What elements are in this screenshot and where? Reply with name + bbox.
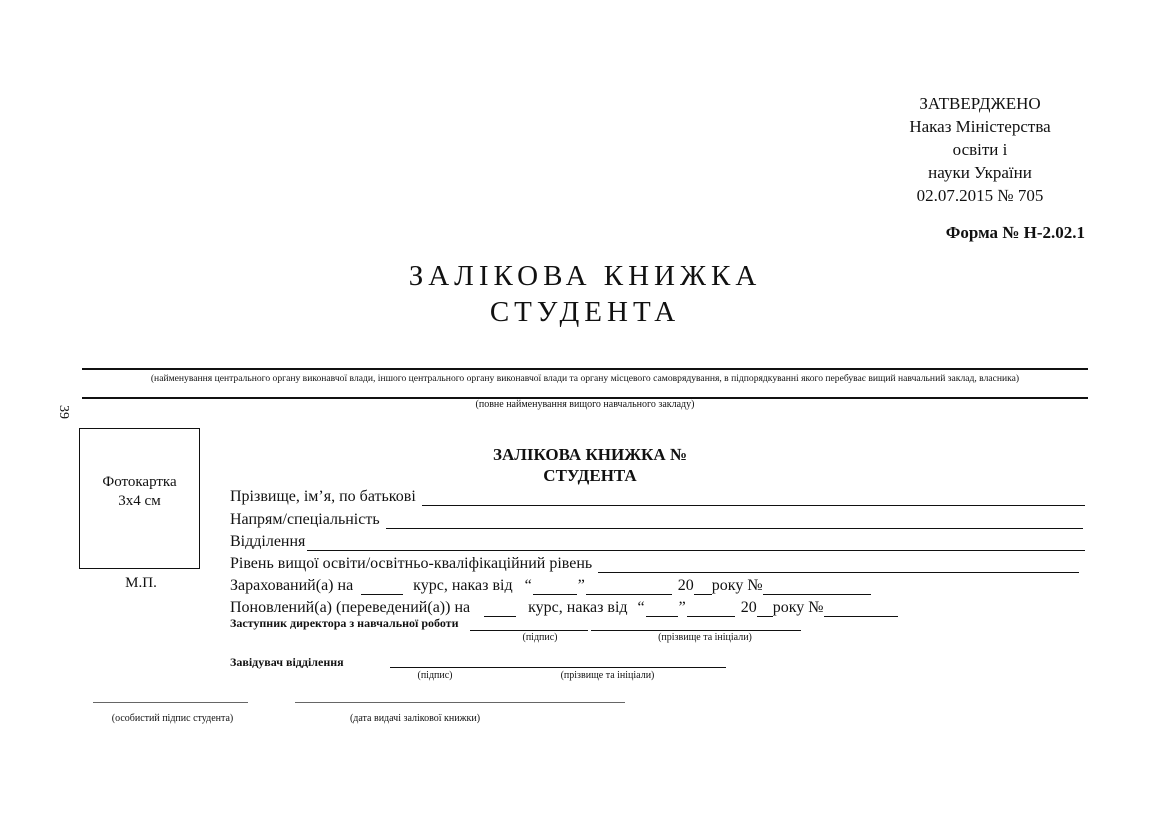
- deputy-name-caption: (прізвище та ініціали): [658, 632, 752, 643]
- approval-line: науки України: [928, 163, 1032, 182]
- specialty-field[interactable]: [386, 512, 1083, 529]
- renewed-year-prefix: 20: [740, 599, 757, 616]
- deputy-signature-line[interactable]: [470, 630, 588, 631]
- full-name-field[interactable]: [422, 489, 1085, 506]
- enrolled-row: [230, 573, 871, 595]
- issue-date-line[interactable]: [295, 702, 625, 703]
- photo-box: [79, 428, 200, 569]
- institution-caption: (повне найменування вищого навчального закладу): [475, 399, 695, 410]
- level-label: Рівень вищої освіти/освітньо-кваліфікаційний рівень: [230, 555, 593, 572]
- approval-block: [880, 92, 1080, 207]
- enrolled-order-number-field[interactable]: [763, 579, 871, 595]
- deputy-name-line[interactable]: [591, 630, 801, 631]
- renewed-day-field[interactable]: [646, 601, 678, 617]
- renewed-quote-open: “: [637, 599, 645, 616]
- approval-line: 02.07.2015 № 705: [916, 186, 1044, 205]
- level-field[interactable]: [598, 556, 1079, 573]
- renewed-row: [230, 595, 898, 617]
- card-title-line2: СТУДЕНТА: [543, 466, 637, 485]
- enrolled-day-field[interactable]: [533, 579, 577, 595]
- enrolled-year-field[interactable]: [694, 579, 712, 595]
- renewed-month-field[interactable]: [687, 601, 735, 617]
- deputy-signature-caption: (підпис): [522, 632, 558, 643]
- enrolled-quote-open: “: [524, 577, 532, 594]
- organization-caption: (найменування центрального органу виконавчої влади, іншого центрального органу виконавчої влади та органу місцевого самоврядування, в підпорядкуванні якого перебуває вищий навчальний заклад, власника): [150, 373, 1020, 384]
- renewed-quote-close: ”: [678, 599, 686, 616]
- student-signature-caption: (особистий підпис студента): [111, 713, 234, 724]
- renewed-course-label: курс, наказ від: [528, 599, 628, 616]
- enrolled-label: Зарахований(а) на: [230, 577, 354, 594]
- enrolled-course-label: курс, наказ від: [413, 577, 513, 594]
- department-field[interactable]: [307, 534, 1085, 551]
- full-name-label: Прізвище, ім’я, по батькові: [230, 488, 416, 505]
- enrolled-course-field[interactable]: [361, 579, 403, 595]
- department-head-line[interactable]: [390, 667, 726, 668]
- photo-size: 3х4 см: [118, 493, 161, 509]
- deputy-director-label: Заступник директора з навчальної роботи: [230, 616, 459, 630]
- level-row: [230, 551, 1079, 573]
- specialty-row: [230, 507, 1083, 529]
- specialty-label: Напрям/спеціальність: [230, 511, 380, 528]
- card-title: [440, 444, 740, 486]
- approval-line: ЗАТВЕРДЖЕНО: [919, 94, 1041, 113]
- enrolled-quote-close: ”: [577, 577, 585, 594]
- main-title-line1: ЗАЛІКОВА КНИЖКА: [408, 260, 762, 292]
- renewed-order-number-field[interactable]: [824, 601, 898, 617]
- head-signature-caption: (підпис): [417, 670, 453, 681]
- approval-line: Наказ Міністерства: [909, 117, 1051, 136]
- approval-line: освіти і: [952, 140, 1008, 159]
- renewed-order-label: року №: [772, 599, 824, 616]
- department-row: [230, 529, 1085, 551]
- issue-date-caption: (дата видачі залікової книжки): [349, 713, 481, 724]
- main-title-line2: СТУДЕНТА: [489, 296, 681, 328]
- form-code: Форма № Н-2.02.1: [945, 223, 1085, 242]
- department-label: Відділення: [230, 533, 306, 550]
- card-title-line1: ЗАЛІКОВА КНИЖКА №: [493, 445, 687, 464]
- enrolled-month-field[interactable]: [586, 579, 672, 595]
- renewed-course-field[interactable]: [484, 601, 516, 617]
- photo-label: Фотокартка: [102, 474, 177, 490]
- main-title: [300, 258, 870, 330]
- stamp-place: М.П.: [125, 575, 157, 591]
- full-name-row: [230, 484, 1085, 506]
- student-signature-line[interactable]: [93, 702, 248, 703]
- department-head-label: Завідувач відділення: [230, 655, 344, 669]
- organization-line[interactable]: [82, 368, 1088, 370]
- enrolled-year-prefix: 20: [677, 577, 694, 594]
- renewed-label: Поновлений(а) (переведений(а)) на: [230, 599, 471, 616]
- renewed-year-field[interactable]: [757, 601, 773, 617]
- head-name-caption: (прізвище та ініціали): [560, 670, 655, 681]
- enrolled-order-label: року №: [711, 577, 763, 594]
- page-number: 39: [56, 405, 71, 419]
